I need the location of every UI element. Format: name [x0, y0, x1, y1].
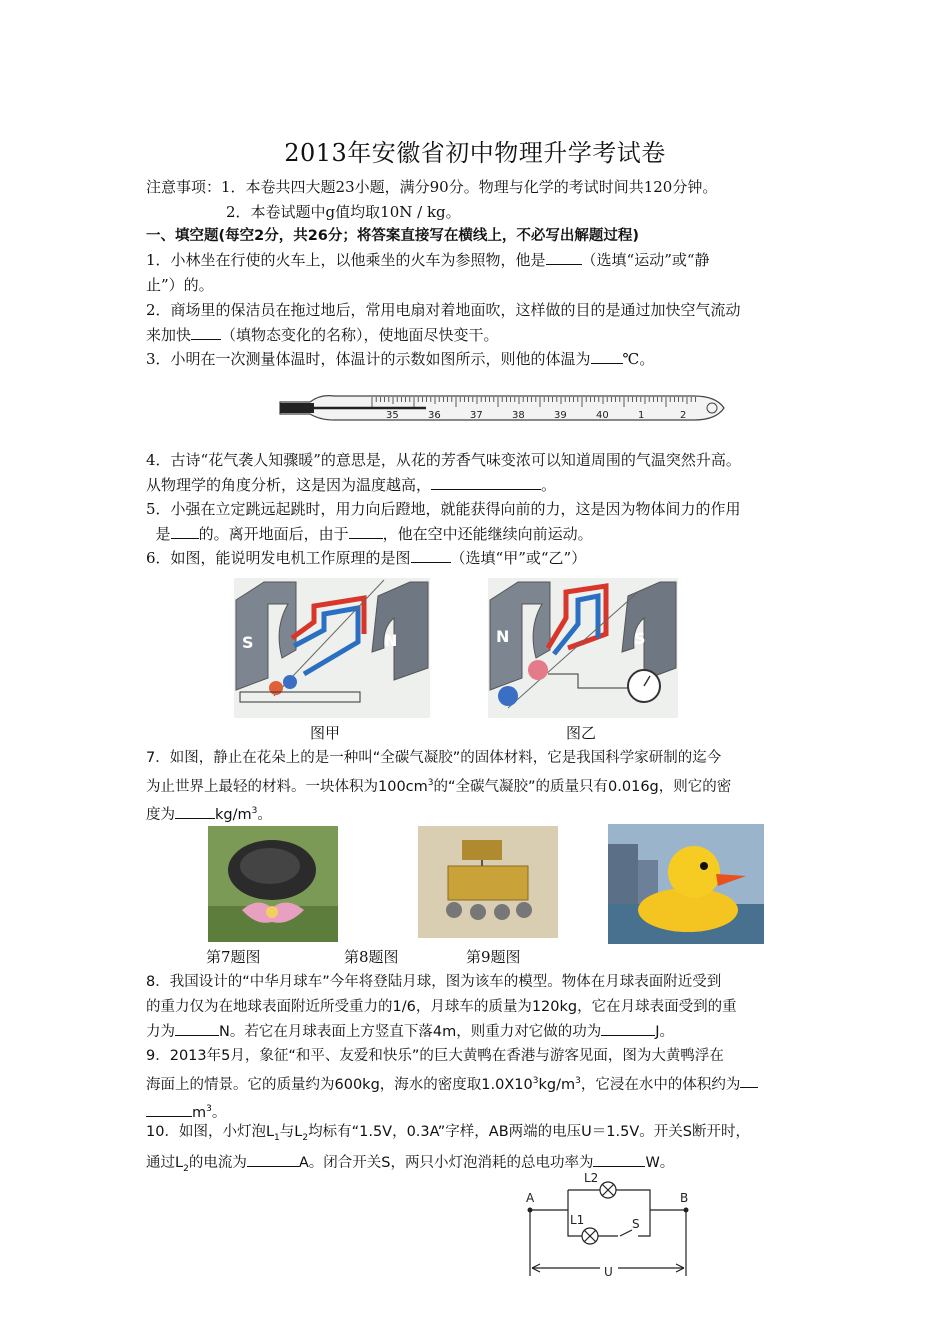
- question-4: [146, 448, 811, 497]
- superscript: 3: [532, 1075, 539, 1086]
- q5-text-d: ，他在空中还能继续向前运动。: [382, 524, 593, 543]
- question-1: [146, 248, 811, 297]
- superscript: 3: [206, 1103, 212, 1114]
- q4-text-c: 。: [541, 475, 557, 494]
- q1-text-c: 止”）的。: [146, 275, 214, 294]
- answer-blank: [175, 802, 215, 819]
- lunar-rover-photo: [418, 826, 558, 938]
- q2-text-c: （填物态变化的名称），使地面尽快变干。: [221, 325, 499, 344]
- lamp-l2-label: L2: [584, 1171, 599, 1185]
- q1-text-a: 1．小林坐在行使的火车上，以他乘坐的火车为参照物，他是: [146, 251, 546, 269]
- magnet-n-label: N: [496, 627, 510, 646]
- section-heading: 一、填空题(每空2分，共26分；将答案直接写在横线上，不必写出解题过程): [146, 228, 640, 244]
- answer-blank: [171, 522, 199, 539]
- superscript: 3: [427, 777, 434, 788]
- question-5: [146, 497, 811, 546]
- q3-text-a: 3．小明在一次测量体温时，体温计的示数如图所示，则他的体温为: [146, 350, 591, 368]
- q10-text-e: 的电流为: [188, 1155, 247, 1172]
- answer-blank: [740, 1071, 758, 1088]
- answer-blank: [601, 1019, 655, 1036]
- q4-text-b: 从物理学的角度分析，这是因为温度越高，: [146, 475, 432, 494]
- switch-s-label: S: [632, 1217, 640, 1231]
- thermometer-tick-label: 38: [512, 410, 525, 421]
- answer-blank: [146, 1100, 192, 1117]
- q4-text-a: 4．古诗“花气袭人知骤暖”的意思是，从花的芳香气味变浓可以知道周围的气温突然升高。: [146, 451, 741, 469]
- subscript: 2: [302, 1132, 309, 1143]
- q6-text-b: （选填“甲”或“乙”）: [450, 549, 587, 567]
- q7-text-b: 为止世界上最轻的材料。一块体积为100cm: [146, 778, 428, 795]
- caption-fig-9: 第9题图: [466, 948, 521, 966]
- caption-jia: 图甲: [310, 724, 341, 742]
- notes-line-2: 2．本卷试题中g值均取10N / kg。: [226, 203, 461, 221]
- q8-text-a: 8．我国设计的“中华月球车”今年将登陆月球，图为该车的模型。物体在月球表面附近受到: [146, 974, 722, 990]
- thermometer-tick-label: 39: [554, 410, 567, 421]
- caption-yi: 图乙: [566, 724, 597, 742]
- q10-text-d: 通过L: [146, 1155, 184, 1172]
- magnet-s-label: S: [634, 629, 646, 648]
- generator-figure-yi: [488, 578, 678, 718]
- thermometer-tick-label: 1: [638, 410, 645, 421]
- q9-text-b: 海面上的情景。它的质量约为600kg，海水的密度取1.0X10: [146, 1076, 533, 1093]
- q7-text-d: 度为: [146, 806, 175, 823]
- q10-text-a: 10．如图，小灯泡L: [146, 1124, 275, 1140]
- circuit-diagram: [520, 1166, 700, 1284]
- q9-text-e: m: [192, 1104, 207, 1121]
- voltage-u-label: U: [604, 1265, 613, 1279]
- aerogel-on-flower-photo: [208, 826, 338, 942]
- q9-text-a: 9．2013年5月，象征“和平、友爱和快乐”的巨大黄鸭在香港与游客见面，图为大黄鸭浮在: [146, 1048, 724, 1064]
- q7-text-e: kg/m: [215, 806, 252, 823]
- caption-fig-8: 第8题图: [344, 948, 399, 966]
- notes-line-1: 注意事项：1．本卷共四大题23小题，满分90分。物理与化学的考试时间共120分钟。: [146, 178, 718, 196]
- q5-text-b: 是: [155, 524, 171, 543]
- superscript: 3: [575, 1075, 581, 1086]
- question-7: [146, 746, 811, 827]
- q6-text-a: 6．如图，能说明发电机工作原理的是图: [146, 549, 411, 567]
- terminal-a-label: A: [526, 1191, 535, 1205]
- question-9: [146, 1044, 811, 1125]
- q10-text-b: 与L: [279, 1124, 303, 1140]
- question-3: [146, 347, 811, 372]
- answer-blank: [349, 522, 383, 539]
- thermometer-tick-label: 40: [596, 410, 609, 421]
- answer-blank: [546, 248, 582, 265]
- q8-text-d: N。若它在月球表面上方竖直下落4m，则重力对它做的功为: [219, 1024, 602, 1040]
- q8-text-b: 的重力仅为在地球表面附近所受重力的1/6，月球车的质量为120kg，它在月球表面受到的重: [146, 998, 737, 1015]
- q9-text-c: kg/m: [538, 1076, 576, 1093]
- q9-text-f: 。: [211, 1104, 227, 1121]
- q7-text-f: 。: [257, 806, 272, 823]
- q7-text-c: 的“全碳气凝胶”的质量只有0.016g，则它的密: [433, 778, 732, 795]
- subscript: 2: [183, 1164, 189, 1175]
- question-2: [146, 298, 811, 347]
- page-title: 2013年安徽省初中物理升学考试卷: [284, 139, 666, 167]
- thermometer-figure: [276, 388, 732, 432]
- question-8: [146, 970, 811, 1045]
- q5-text-a: 5．小强在立定跳远起跳时，用力向后蹬地，就能获得向前的力，这是因为物体间力的作用: [146, 500, 741, 518]
- answer-blank: [591, 347, 623, 364]
- magnet-n-label: N: [384, 631, 398, 650]
- thermometer-tick-label: 37: [470, 410, 483, 421]
- answer-blank: [593, 1150, 645, 1167]
- q5-text-c: 的。离开地面后，由于: [198, 524, 349, 543]
- thermometer-tick-label: 2: [680, 410, 687, 421]
- q3-text-b: ℃。: [622, 350, 655, 368]
- terminal-b-label: B: [680, 1191, 689, 1205]
- thermometer-tick-label: 36: [428, 410, 441, 421]
- q2-text-a: 2．商场里的保洁员在拖过地后，常用电扇对着地面吹，这样做的目的是通过加快空气流动: [146, 301, 741, 319]
- q2-text-b: 来加快: [146, 325, 192, 344]
- answer-blank: [191, 323, 221, 340]
- answer-blank: [175, 1019, 219, 1036]
- caption-fig-7: 第7题图: [206, 948, 261, 966]
- answer-blank: [431, 473, 541, 490]
- q10-text-g: W。: [645, 1155, 675, 1172]
- magnet-s-label: S: [242, 633, 254, 652]
- q9-text-d: ，它浸在水中的体积约为: [580, 1076, 741, 1093]
- q8-text-c: 力为: [146, 1024, 175, 1040]
- q1-text-b: （选填“运动”或“静: [581, 251, 710, 269]
- question-10: [146, 1120, 811, 1182]
- lamp-l1-label: L1: [570, 1213, 585, 1227]
- rubber-duck-photo: [608, 824, 764, 944]
- q7-text-a: 7．如图，静止在花朵上的是一种叫“全碳气凝胶”的固体材料，它是我国科学家研制的迄今: [146, 750, 722, 766]
- q10-text-c: 均标有“1.5V，0.3A”字样，AB两端的电压U＝1.5V。开关S断开时，: [308, 1124, 750, 1140]
- question-6: [146, 546, 811, 571]
- superscript: 3: [251, 805, 258, 816]
- q10-text-f: A。闭合开关S，两只小灯泡消耗的总电功率为: [298, 1155, 594, 1172]
- answer-blank: [247, 1150, 299, 1167]
- subscript: 1: [274, 1132, 280, 1143]
- q8-text-e: J。: [655, 1024, 674, 1040]
- generator-figure-jia: [234, 578, 430, 718]
- answer-blank: [411, 546, 451, 563]
- thermometer-tick-label: 35: [386, 410, 399, 421]
